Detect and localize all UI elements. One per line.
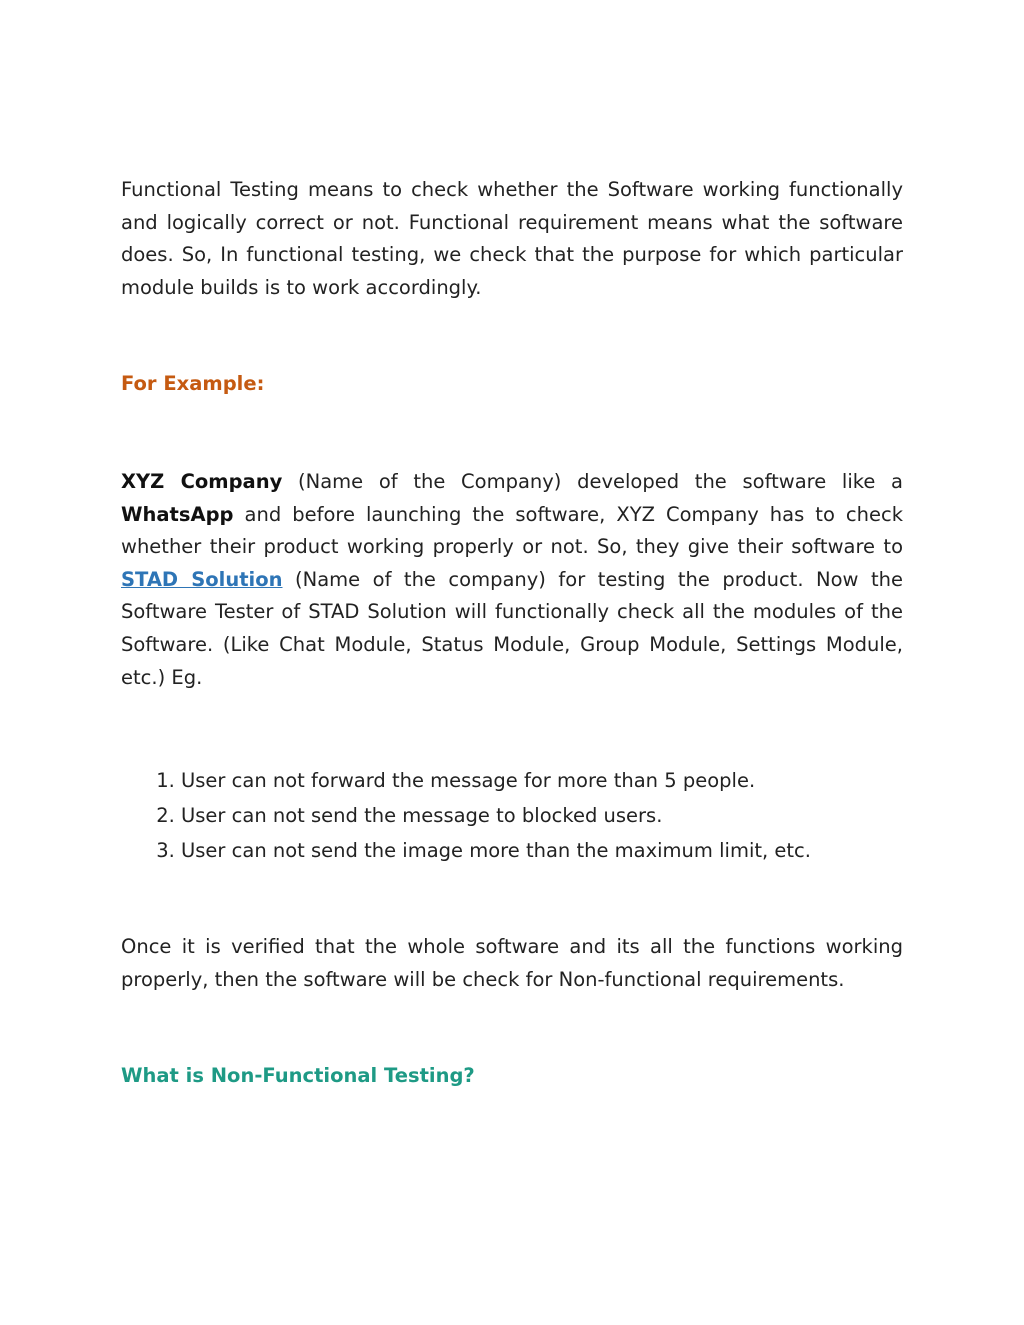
example-paragraph — [121, 466, 903, 694]
company-name: XYZ Company — [121, 469, 283, 493]
document-page — [121, 174, 903, 1093]
stad-solution-link[interactable]: STAD Solution — [121, 567, 283, 591]
app-name: WhatsApp — [121, 502, 234, 526]
list-item: 3. User can not send the image more than the maximum limit, etc. — [181, 833, 903, 868]
example-text-part3: (Name of the company) for testing the product. Now the Software Tester of STAD Solution will functionally check all the modules of the Software. (Like Chat Module, Status Module, Group Module, Settings Module, etc.) Eg. — [121, 567, 903, 689]
rules-list — [121, 763, 903, 868]
non-functional-heading: What is Non-Functional Testing? — [121, 1064, 475, 1088]
list-item: 1. User can not forward the message for more than 5 people. — [181, 763, 903, 798]
example-text-part2: and before launching the software, XYZ Company has to check whether their product working properly or not. So, they give their software to — [121, 502, 903, 559]
closing-paragraph: Once it is verified that the whole software and its all the functions working properly, then the software will be check for Non-functional requirements. — [121, 935, 903, 991]
example-text-part1: (Name of the Company) developed the software like a — [282, 469, 904, 493]
example-heading: For Example: — [121, 372, 265, 396]
list-item: 2. User can not send the message to blocked users. — [181, 798, 903, 833]
intro-paragraph: Functional Testing means to check whether the Software working functionally and logically correct or not. Functional requirement means what the software does. So, In functional testing, we check that the purpose for which particular module builds is to work accordingly. — [121, 178, 903, 299]
